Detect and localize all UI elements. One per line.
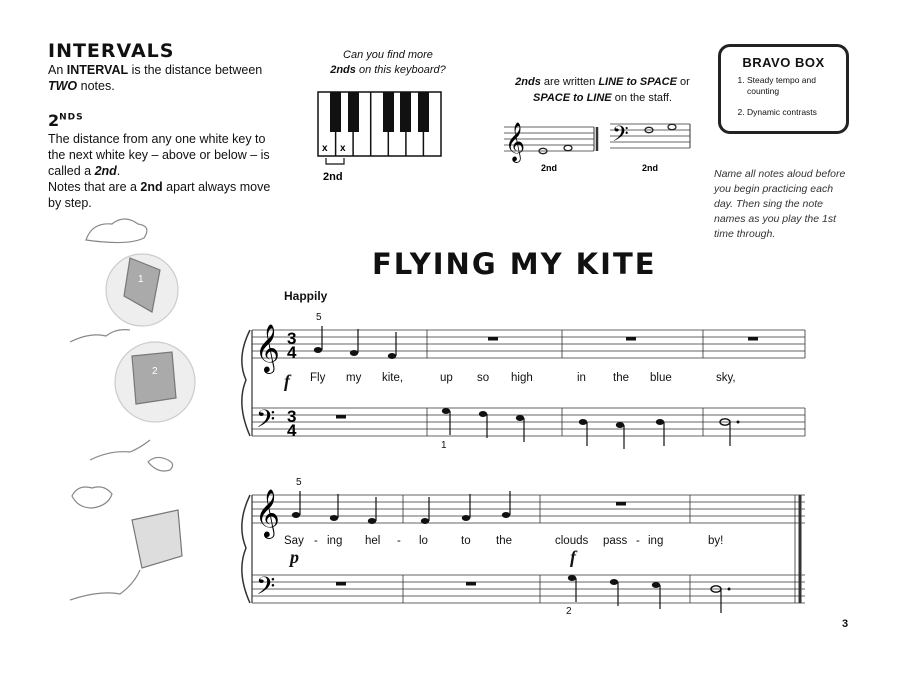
example-notes-treble bbox=[539, 145, 572, 153]
keyboard-question-rest: on this keyboard? bbox=[355, 64, 446, 76]
lyric-syllable: blue bbox=[650, 372, 672, 384]
treble-clef-icon: 𝄞 bbox=[255, 488, 280, 537]
system2-staves bbox=[252, 495, 805, 603]
intervals-term: INTERVAL bbox=[66, 63, 129, 77]
lyric-syllable: lo bbox=[419, 535, 428, 547]
dynamic-marking: f bbox=[570, 547, 576, 567]
lyric-syllable: to bbox=[461, 535, 471, 547]
staff-caption-part: on the staff. bbox=[611, 92, 672, 104]
lyric-syllable: - bbox=[397, 535, 401, 547]
lyric-syllable: up bbox=[440, 372, 453, 384]
finger-number: 1 bbox=[441, 440, 447, 451]
dynamic-marking: f bbox=[284, 371, 290, 391]
keyboard-question-line1: Can you find more bbox=[343, 49, 433, 61]
staff-caption-part: are written bbox=[540, 76, 599, 88]
example-label-treble: 2nd bbox=[541, 163, 558, 173]
dynamic-marking: p bbox=[290, 547, 299, 567]
kite-icon bbox=[132, 352, 176, 404]
system2-brace bbox=[242, 495, 250, 603]
time-signature-top: 3 bbox=[287, 329, 297, 348]
time-signature-top: 3 bbox=[287, 407, 297, 426]
finger-number: 5 bbox=[296, 477, 302, 488]
kite-label: 1 bbox=[138, 274, 144, 285]
lyric-syllable: so bbox=[477, 372, 490, 384]
bass-clef-icon: 𝄢 bbox=[256, 405, 276, 440]
lyric-syllable: Say bbox=[284, 535, 304, 547]
example-label-bass: 2nd bbox=[642, 163, 659, 173]
treble-clef-icon: 𝄞 bbox=[255, 323, 280, 372]
intervals-text-part: is the distance between bbox=[128, 63, 263, 77]
cloud-icon bbox=[72, 487, 112, 508]
seconds-text-part: apart always move by step. bbox=[48, 180, 271, 210]
keyboard-diagram bbox=[318, 92, 441, 164]
staff-caption-part: or bbox=[676, 76, 690, 88]
keyboard-question-term: 2nds bbox=[330, 64, 356, 76]
cloud-icon bbox=[148, 457, 173, 471]
intervals-two: TWO bbox=[48, 78, 78, 93]
lyric-syllable: - bbox=[314, 535, 318, 547]
keyboard-bracket bbox=[326, 158, 344, 164]
bravo-box-item: 2. Dynamic contrasts bbox=[747, 107, 847, 118]
staff-caption-space-line: SPACE to LINE bbox=[533, 92, 612, 104]
time-signature-bottom: 4 bbox=[287, 421, 297, 440]
practice-note: Name all notes aloud before you begin practicing each day. Then sing the note names as you play the 1st time through. bbox=[714, 168, 846, 240]
lyric-syllable: ing bbox=[327, 535, 343, 547]
song-title: FLYING MY KITE bbox=[372, 247, 657, 281]
time-signature-bottom: 4 bbox=[287, 343, 297, 362]
lyric-syllable: my bbox=[346, 372, 362, 384]
system1-notes bbox=[314, 326, 758, 449]
staff-caption-term: 2nds bbox=[515, 76, 541, 88]
keyboard-label: 2nd bbox=[323, 171, 343, 183]
lyric-syllable: pass bbox=[603, 535, 628, 547]
intervals-text-part: notes. bbox=[77, 78, 115, 93]
bass-clef-icon: 𝄢 bbox=[612, 122, 629, 152]
bravo-box-item: 1. Steady tempo and counting bbox=[747, 75, 847, 97]
finger-number: 2 bbox=[566, 606, 572, 617]
lyric-syllable: the bbox=[613, 372, 629, 384]
lyric-syllable: hel bbox=[365, 535, 381, 547]
lyric-syllable: the bbox=[496, 535, 512, 547]
kite-label: 2 bbox=[152, 366, 158, 377]
lyric-syllable: clouds bbox=[555, 535, 589, 547]
lyric-syllable: sky, bbox=[716, 372, 736, 384]
seconds-title-num: 2 bbox=[48, 111, 60, 130]
seconds-text-part: Notes that are a bbox=[48, 180, 141, 194]
treble-clef-icon: 𝄞 bbox=[505, 122, 526, 162]
staff-caption-line-space: LINE to SPACE bbox=[598, 76, 677, 88]
seconds-term: 2nd bbox=[94, 164, 117, 178]
kite-string bbox=[70, 330, 130, 342]
finger-number: 5 bbox=[316, 312, 322, 323]
lyric-syllable: - bbox=[636, 535, 640, 547]
intervals-text-part: An bbox=[48, 63, 67, 77]
system1-brace bbox=[242, 330, 250, 436]
intervals-title: INTERVALS bbox=[48, 40, 175, 62]
kite-string bbox=[90, 440, 150, 460]
keyboard-mark: x bbox=[322, 143, 328, 154]
seconds-text-part: . bbox=[116, 164, 121, 178]
seconds-term: 2nd bbox=[140, 180, 163, 194]
bass-clef-icon: 𝄢 bbox=[256, 572, 276, 607]
lyric-syllable: ing bbox=[648, 535, 664, 547]
lyric-syllable: by! bbox=[708, 535, 724, 547]
bravo-box-title: BRAVO BOX bbox=[742, 55, 825, 70]
page-number: 3 bbox=[842, 618, 849, 630]
cloud-icon bbox=[86, 219, 147, 243]
lyric-syllable: in bbox=[577, 372, 586, 384]
seconds-text-part: The distance from any one white key to the next white key – above or below – is called a bbox=[48, 132, 270, 178]
example-notes-bass bbox=[645, 124, 676, 132]
lyric-syllable: high bbox=[511, 372, 533, 384]
tempo-marking: Happily bbox=[284, 289, 328, 303]
kite-illustrations bbox=[70, 219, 195, 600]
kite-icon bbox=[132, 510, 182, 568]
seconds-title-sup: NDS bbox=[59, 112, 84, 123]
lyric-syllable: Fly bbox=[310, 372, 326, 384]
lyric-syllable: kite, bbox=[382, 372, 404, 384]
keyboard-mark: x bbox=[340, 143, 346, 154]
kite-string bbox=[70, 570, 140, 600]
